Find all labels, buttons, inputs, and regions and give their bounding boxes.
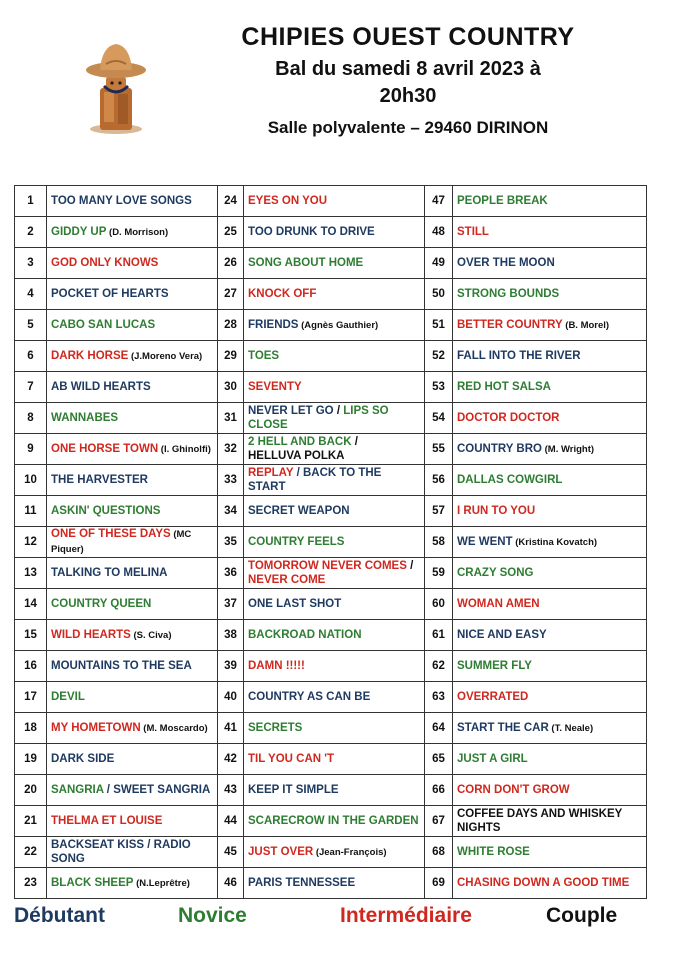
table-row [15,217,647,248]
choreographer-note: (M. Wright) [541,443,595,455]
song-title-segment: SONG ABOUT HOME [248,257,364,269]
legend-novice: Novice [178,904,247,927]
song-number: 19 [15,744,47,775]
song-title [47,775,218,806]
song-title [47,217,218,248]
song-number: 39 [218,651,244,682]
choreographer-note: (I. Ghinolfi) [158,443,211,455]
page-title: CHIPIES OUEST COUNTRY [241,23,575,51]
song-title [453,434,647,465]
song-title-segment: COUNTRY AS CAN BE [248,691,371,703]
choreographer-note: (Agnès Gauthier) [298,319,379,331]
song-title [453,496,647,527]
cowboy-figurine-logo [84,36,148,136]
song-number: 52 [425,341,453,372]
song-title [47,434,218,465]
song-title [453,403,647,434]
song-title [47,589,218,620]
song-title-segment: I RUN TO YOU [457,505,536,517]
song-title-segment: STILL [457,226,489,238]
choreographer-note: (MC Piquer) [51,529,192,555]
song-title-segment: EYES ON YOU [248,195,328,207]
table-row [15,248,647,279]
song-title [453,186,647,217]
song-number: 5 [15,310,47,341]
song-title-segment: MOUNTAINS TO THE SEA [51,660,192,672]
song-number: 38 [218,620,244,651]
event-time-line: 20h30 [379,85,437,107]
song-title [453,806,647,837]
song-number: 24 [218,186,244,217]
song-title [453,713,647,744]
song-title-segment: TIL YOU CAN 'T [248,753,335,765]
song-number: 28 [218,310,244,341]
song-number: 23 [15,868,47,899]
song-number: 16 [15,651,47,682]
song-title [453,620,647,651]
song-number: 40 [218,682,244,713]
song-number: 13 [15,558,47,589]
song-title [47,248,218,279]
event-date-line: Bal du samedi 8 avril 2023 à [275,58,541,80]
song-title [244,403,425,434]
song-title [244,589,425,620]
song-number: 65 [425,744,453,775]
song-title-segment: BACKSEAT KISS / RADIO SONG [51,839,191,865]
song-title [453,558,647,589]
song-number: 12 [15,527,47,558]
song-title [453,279,647,310]
song-title-segment: SECRET WEAPON [248,505,350,517]
song-number: 58 [425,527,453,558]
song-title [453,868,647,899]
song-title [244,465,425,496]
table-row [15,558,647,589]
song-number: 42 [218,744,244,775]
table-row [15,837,647,868]
table-row [15,744,647,775]
table-row [15,496,647,527]
song-title-segment: SECRETS [248,722,303,734]
song-title-segment: OVERRATED [457,691,529,703]
choreographer-note: (B. Morel) [562,319,610,331]
song-title-segment: COFFEE DAYS AND WHISKEY [457,808,623,820]
song-title [244,496,425,527]
song-number: 27 [218,279,244,310]
song-number: 3 [15,248,47,279]
song-title-segment: RED HOT SALSA [457,381,551,393]
song-number: 2 [15,217,47,248]
song-number: 69 [425,868,453,899]
song-title-segment: WE WENT [457,535,513,548]
song-title-segment: / [351,436,358,448]
song-title [453,527,647,558]
song-title [47,620,218,651]
table-row [15,589,647,620]
song-title-segment: TOO MANY LOVE SONGS [51,195,192,207]
song-title [244,744,425,775]
song-title-segment: COUNTRY QUEEN [51,598,152,610]
song-title-segment: POCKET OF HEARTS [51,288,169,300]
table-row [15,279,647,310]
song-number: 63 [425,682,453,713]
song-title [47,465,218,496]
song-number: 1 [15,186,47,217]
song-title [47,496,218,527]
song-title [453,341,647,372]
song-title-segment: TOES [248,350,280,362]
table-row [15,806,647,837]
song-title-segment: / BACK TO THE START [248,467,382,493]
song-number: 32 [218,434,244,465]
song-title [453,310,647,341]
song-number: 34 [218,496,244,527]
table-row [15,713,647,744]
table-row [15,527,647,558]
song-title-segment: THE HARVESTER [51,474,148,486]
song-title-segment: DOCTOR DOCTOR [457,412,560,424]
legend-couple: Couple [546,904,618,927]
song-number: 45 [218,837,244,868]
song-title [244,217,425,248]
table-row [15,775,647,806]
song-number: 61 [425,620,453,651]
song-title-segment: NEVER LET GO [248,405,334,417]
song-title [453,465,647,496]
song-title-segment: PARIS TENNESSEE [248,877,356,889]
song-number: 37 [218,589,244,620]
choreographer-note: (N.Leprêtre) [133,877,190,889]
song-number: 43 [218,775,244,806]
song-number: 64 [425,713,453,744]
song-title-segment: START THE CAR [457,721,549,734]
song-number: 7 [15,372,47,403]
table-row [15,682,647,713]
song-number: 36 [218,558,244,589]
song-title [47,341,218,372]
legend-debutant: Débutant [14,904,105,927]
song-title [47,186,218,217]
song-number: 4 [15,279,47,310]
choreographer-note: (T. Neale) [548,722,594,734]
song-title-segment: NICE AND EASY [457,629,547,641]
song-number: 8 [15,403,47,434]
song-title [244,837,425,868]
song-title-segment: BETTER COUNTRY [457,318,563,331]
song-title [47,868,218,899]
song-title-segment: GOD ONLY KNOWS [51,257,159,269]
song-number: 18 [15,713,47,744]
song-title-segment: GIDDY UP [51,225,107,238]
table-row [15,434,647,465]
song-title-segment: DAMN !!!!! [248,660,305,672]
song-title-segment: DALLAS COWGIRL [457,474,563,486]
song-title-segment: DARK SIDE [51,753,115,765]
song-number: 68 [425,837,453,868]
table-row [15,651,647,682]
song-title-segment: MY HOMETOWN [51,721,141,734]
song-number: 56 [425,465,453,496]
song-title-segment: NIGHTS [457,822,501,834]
song-title [47,837,218,868]
song-title [47,651,218,682]
song-title-segment: SANGRIA [51,784,104,796]
song-number: 47 [425,186,453,217]
song-number: 35 [218,527,244,558]
song-title-segment: SEVENTY [248,381,302,393]
song-title [47,527,218,558]
song-title-segment: PEOPLE BREAK [457,195,548,207]
song-title-segment: ONE HORSE TOWN [51,442,159,455]
song-title [453,372,647,403]
song-number: 60 [425,589,453,620]
table-row [15,310,647,341]
song-number: 67 [425,806,453,837]
song-number: 25 [218,217,244,248]
song-number: 53 [425,372,453,403]
song-title [244,434,425,465]
song-title-segment: / [333,405,344,417]
song-title-segment: SUMMER FLY [457,660,532,672]
song-number: 50 [425,279,453,310]
song-title-segment: AB WILD HEARTS [51,381,151,393]
song-title [244,527,425,558]
song-title-segment: FALL INTO THE RIVER [457,350,581,362]
choreographer-note: (Jean-François) [313,846,387,858]
song-title-segment: KEEP IT SIMPLE [248,784,339,796]
song-title-segment: OVER THE MOON [457,257,555,269]
song-title-segment: CHASING DOWN A GOOD TIME [457,877,630,889]
song-number: 17 [15,682,47,713]
song-title [453,682,647,713]
song-title [47,403,218,434]
song-title-segment: COUNTRY FEELS [248,536,345,548]
song-title-segment: LIPS SO CLOSE [248,405,389,431]
song-title [453,744,647,775]
song-title-segment: CABO SAN LUCAS [51,319,156,331]
song-title [244,713,425,744]
song-title-segment: STRONG BOUNDS [457,288,560,300]
song-title-segment: SCARECROW IN THE GARDEN [248,815,419,827]
song-title [244,651,425,682]
song-title-segment: ASKIN' QUESTIONS [51,505,161,517]
song-title [47,310,218,341]
song-title-segment: / [406,560,414,572]
song-number: 51 [425,310,453,341]
song-title-segment: CRAZY SONG [457,567,534,579]
song-title-segment: THELMA ET LOUISE [51,815,163,827]
song-title [244,775,425,806]
table-row [15,620,647,651]
song-number: 55 [425,434,453,465]
song-title-segment: WOMAN AMEN [457,598,540,610]
table-row [15,186,647,217]
song-title [47,682,218,713]
song-title-segment: TALKING TO MELINA [51,567,168,579]
song-title-segment: REPLAY [248,467,294,479]
song-title-segment: KNOCK OFF [248,288,317,300]
table-row [15,403,647,434]
song-number: 44 [218,806,244,837]
table-row [15,341,647,372]
song-number: 62 [425,651,453,682]
table-row [15,465,647,496]
song-title [244,868,425,899]
song-number: 31 [218,403,244,434]
song-title [453,217,647,248]
song-number: 21 [15,806,47,837]
song-title-segment: JUST A GIRL [457,753,528,765]
song-title-segment: WANNABES [51,412,119,424]
song-title-segment: BACKROAD NATION [248,629,362,641]
song-title-segment: CORN DON'T GROW [457,784,570,796]
song-number: 22 [15,837,47,868]
song-title-segment: ONE LAST SHOT [248,598,342,610]
song-title-segment: HELLUVA POLKA [248,450,345,462]
song-title-segment: ONE OF THESE DAYS [51,528,171,540]
song-title [244,558,425,589]
song-title [47,806,218,837]
song-title [244,341,425,372]
song-title-segment: TOMORROW NEVER COMES [248,560,407,572]
song-list-body [15,186,647,899]
song-title [244,186,425,217]
song-title [453,651,647,682]
song-title-segment: DARK HORSE [51,349,129,362]
song-number: 11 [15,496,47,527]
song-number: 10 [15,465,47,496]
song-title [47,713,218,744]
level-legend [0,904,678,938]
song-title-segment: WHITE ROSE [457,846,530,858]
song-title-segment: COUNTRY BRO [457,442,542,455]
header [218,22,598,141]
song-title [453,589,647,620]
choreographer-note: (Kristina Kovatch) [512,536,598,548]
song-number: 29 [218,341,244,372]
song-title [244,310,425,341]
song-title-segment: TOO DRUNK TO DRIVE [248,226,375,238]
song-title-segment: NEVER COME [248,574,326,586]
song-title-segment: JUST OVER [248,845,314,858]
song-title [47,558,218,589]
song-title [244,620,425,651]
song-title [244,279,425,310]
song-title [47,744,218,775]
song-title-segment: DEVIL [51,691,85,703]
song-title [244,248,425,279]
song-number: 59 [425,558,453,589]
song-title-segment: / SWEET SANGRIA [103,784,211,796]
song-title-segment: WILD HEARTS [51,628,131,641]
choreographer-note: (S. Civa) [130,629,172,641]
song-title-segment: BLACK SHEEP [51,876,134,889]
song-number: 46 [218,868,244,899]
song-number: 54 [425,403,453,434]
song-number: 48 [425,217,453,248]
song-title [244,372,425,403]
song-title [244,806,425,837]
song-number: 14 [15,589,47,620]
song-title [453,837,647,868]
song-title [453,248,647,279]
choreographer-note: (D. Morrison) [106,226,169,238]
song-number: 20 [15,775,47,806]
song-number: 26 [218,248,244,279]
song-list-table [14,185,647,899]
song-title-segment: FRIENDS [248,318,299,331]
song-number: 49 [425,248,453,279]
choreographer-note: (M. Moscardo) [140,722,208,734]
song-number: 30 [218,372,244,403]
song-title [47,279,218,310]
song-number: 33 [218,465,244,496]
song-number: 41 [218,713,244,744]
table-row [15,868,647,899]
event-venue: Salle polyvalente – 29460 DIRINON [267,118,549,137]
song-number: 15 [15,620,47,651]
song-number: 9 [15,434,47,465]
table-row [15,372,647,403]
legend-intermediaire: Intermédiaire [340,904,472,927]
song-title [47,372,218,403]
choreographer-note: (J.Moreno Vera) [128,350,203,362]
song-number: 6 [15,341,47,372]
song-title [453,775,647,806]
song-number: 57 [425,496,453,527]
song-title [244,682,425,713]
song-number: 66 [425,775,453,806]
song-title-segment: 2 HELL AND BACK [248,436,352,448]
